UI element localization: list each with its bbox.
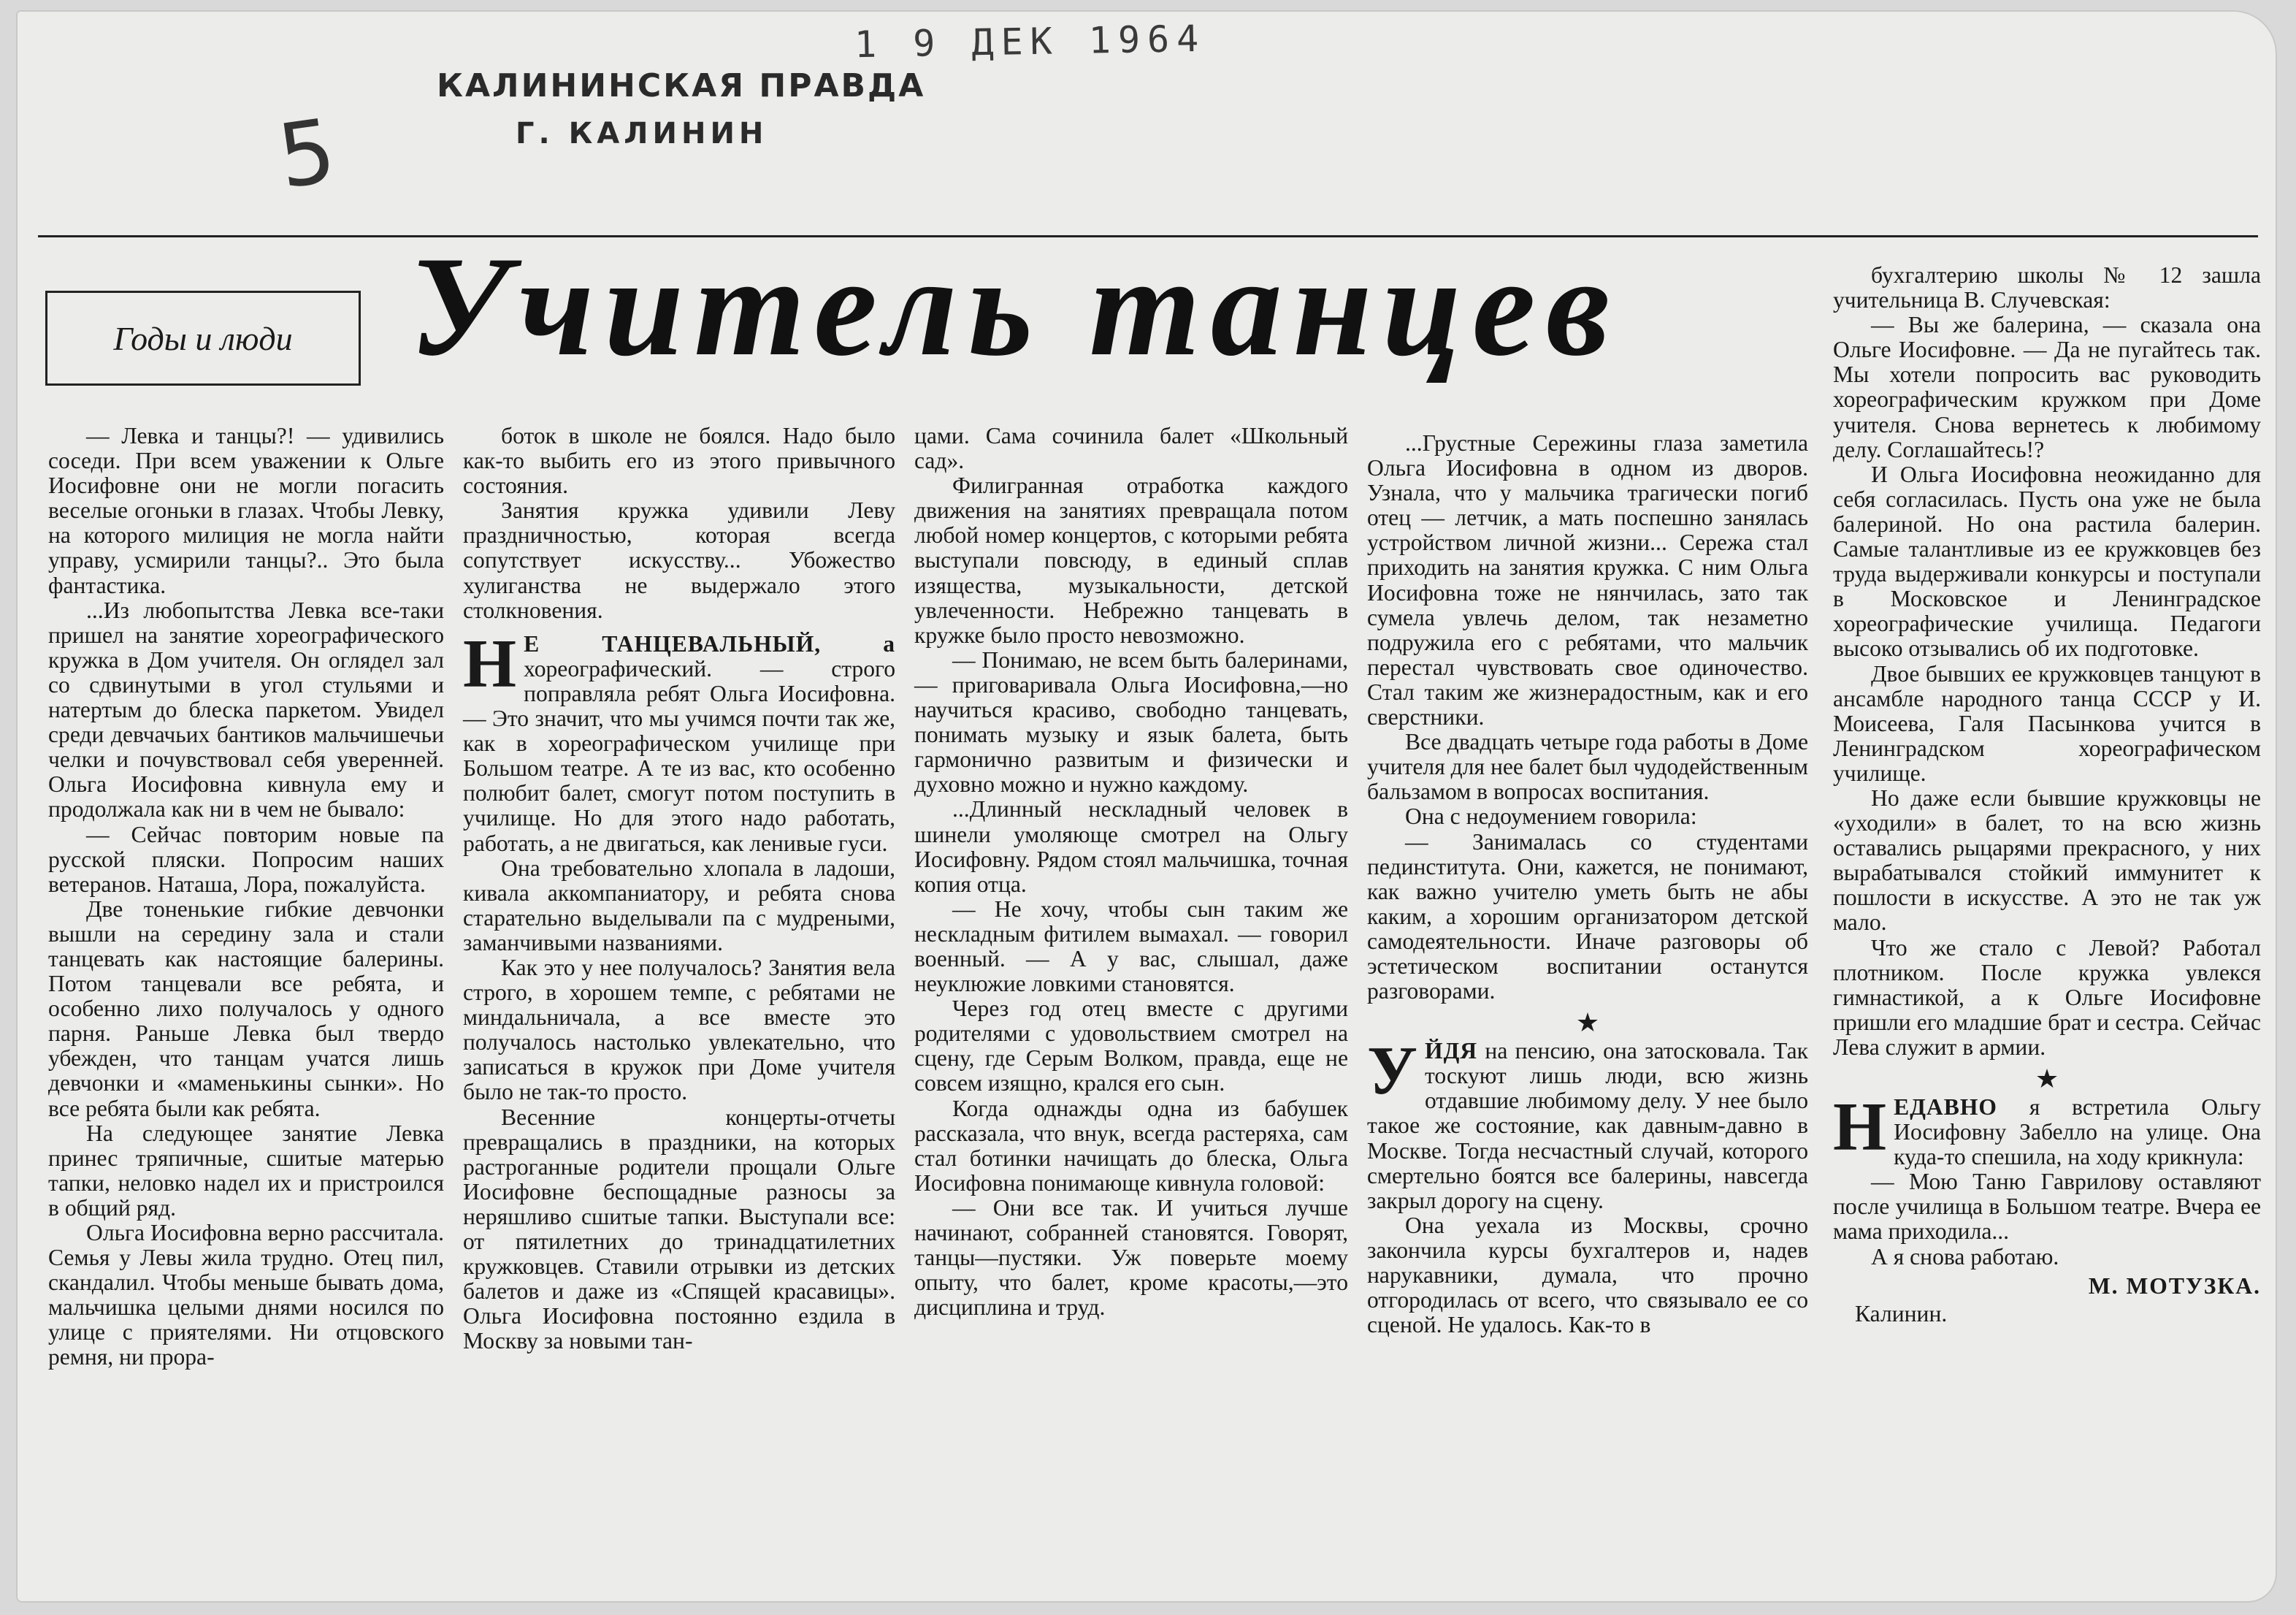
drop-cap: Н	[1833, 1089, 1887, 1165]
paragraph: Она с недоумением говорила:	[1405, 803, 1697, 830]
paragraph: Ольга Иосифовна верно рассчитала. Семья у Левы жила трудно. Отец пил, скандалил. Чтобы меньше бывать дома, мальчишка целыми днями носился по улице с приятелями. Ни отцовского ремня, ни прора-	[48, 1220, 444, 1370]
paragraph: — Вы же балерина, — сказала она Ольге Иосифовне. — Да не пугайтесь так. Мы хотели попросить вас руководить хореографическим кружком при Доме учителя. Снова вернетесь к любимому делу. Соглашайтесь!?	[1833, 312, 2261, 462]
paragraph: — Сейчас повторим новые па русской пляски. Попросим наших ветеранов. Наташа, Лора, пожалуйста.	[48, 821, 444, 897]
paragraph: Как это у нее получалось? Занятия вела строго, в хорошем темпе, с ребятами не миндальничала, а все вместе это получалось настолько увлекательно, что записаться в кружок при Доме учителя было не так-то просто.	[463, 954, 895, 1105]
drop-cap: Н	[463, 625, 517, 702]
paragraph: на пенсию, она затосковала. Так тоскуют лишь люди, всю жизнь отдавшие любимому делу. У нее было такое же состояние, как давным-давно в Москве. Тогда несчастный случай, которого смертельно боятся все балерины, навсегда закрыл дорогу на сцену.	[1367, 1038, 1808, 1213]
rubric-label: Годы и люди	[113, 319, 293, 357]
drop-cap: У	[1367, 1033, 1417, 1110]
paragraph: Она уехала из Москвы, срочно закончила курсы бухгалтеров и, надев нарукавники, думала, что прочно отгородилась от всего, что связывало ее со сценой. Не удалось. Как-то в	[1367, 1212, 1808, 1338]
paragraph: А я снова работаю.	[1871, 1243, 2059, 1270]
paragraph: И Ольга Иосифовна неожиданно для себя согласилась. Пусть она уже не была балериной. Но она растила балерин. Самые талантливые из ее кружковцев без труда выдерживали конкурсы и поступали в Московское и Ленинградское хореографические училища. Педагоги высоко отзывались об их подготовке.	[1833, 461, 2261, 662]
paragraph: Весенние концерты-отчеты превращались в праздники, на которых растроганные родители прощали Ольге Иосифовне беспощадные разносы за неряшливо сшитые тапки. Выступали все: от пятилетних до тринадцатилетних кружковцев. Ставили отрывки из детских балетов и даже из «Спящей красавицы». Ольга Иосифовна постоянно ездила в Москву за новыми тан-	[463, 1104, 895, 1354]
paragraph: — Мою Таню Гаврилову оставляют после училища в Большом театре. Вчера ее мама приходила...	[1833, 1169, 2261, 1245]
paragraph: Когда однажды одна из бабушек рассказала, что внук, всегда растеряха, сам стал ботинки начищать до блеска, Ольга Иосифовна понимающе кивнула головой:	[914, 1095, 1348, 1196]
paragraph: боток в школе не боялся. Надо было как-то выбить его из этого привычного состояния.	[463, 423, 895, 499]
caps-lead: Е ТАНЦЕВАЛЬНЫЙ, а	[524, 630, 895, 657]
article-column-1	[48, 424, 444, 1370]
paragraph: Занятия кружка удивили Леву праздничностью, которая всегда сопутствует искусству... Убожество хулиганства не выдержало этого столкновения.	[463, 497, 895, 623]
paragraph: бухгалтерию школы № 12 зашла учительница В. Случевская:	[1833, 262, 2261, 313]
date-stamp: 1 9 ДЕК 1964	[854, 17, 1206, 66]
article-column-3	[914, 424, 1348, 1320]
city-stamp: Г. КАЛИНИН	[516, 117, 768, 150]
section-opening	[1367, 1033, 1808, 1213]
article-column-2	[463, 424, 895, 1354]
paragraph: Все двадцать четыре года работы в Доме учителя для нее балет был чудодейственным бальзамом в вопросах воспитания.	[1367, 729, 1808, 805]
paragraph: — Они все так. И учиться лучше начинают, собранней становятся. Говорят, танцы—пустяки. Уж поверьте моему опыту, что балет, кроме красоты,—это дисциплина и труд.	[914, 1194, 1348, 1321]
paragraph: Но даже если бывшие кружковцы не «уходили» в балет, то на всю жизнь оставались рыцарями прекрасного, у них вырабатывался стойкий иммунитет к пошлости в искусстве. А это не так уж мало.	[1833, 784, 2261, 936]
paragraph: ...Из любопытства Левка все-таки пришел на занятие хореографического кружка в Дом учителя. Он оглядел зал со сдвинутыми в угол стульями и натертым до блеска паркетом. Увидел среди девчачьих бантиков мальчишечьи челки и почувствовал себя уверенней. Ольга Иосифовна кивнула ему и продолжала как ни в чем не бывало:	[48, 597, 444, 822]
paragraph: Двое бывших ее кружковцев танцуют в ансамбле народного танца СССР у И. Моисеева, Галя Пасынкова учится в Ленинградском хореографическом училище.	[1833, 660, 2261, 786]
paragraph: ...Длинный нескладный человек в шинели умоляюще смотрел на Ольгу Иосифовну. Рядом стоял мальчишка, точная копия отца.	[914, 796, 1348, 897]
paragraph: Что же стало с Левой? Работал плотником. После кружка увлекся гимнастикой, а к Ольге Иосифовне пришли его младшие брат и сестра. Сейчас Лева служит в армии.	[1833, 934, 2261, 1060]
newspaper-name-stamp: КАЛИНИНСКАЯ ПРАВДА	[437, 67, 926, 104]
paragraph: Она требовательно хлопала в ладоши, кивала аккомпаниатору, и ребята снова старательно выделывали па с мудреными, заманчивыми названиями.	[463, 855, 895, 955]
paragraph: На следующее занятие Левка принес тряпичные, сшитые матерью тапки, неловко надел их и пристроился в общий ряд.	[48, 1120, 444, 1221]
section-opening	[463, 625, 895, 856]
article-column-4	[1367, 431, 1808, 1337]
handwritten-number: 5	[272, 100, 342, 209]
paragraph: Две тоненькие гибкие девчонки вышли на середину зала и стали танцевать как настоящие балерины. Потом танцевали все ребята, и особенно лихо получалось у одного парня. Раньше Левка был твердо убежден, что танцам учатся лишь девчонки и «маменькины сынки». Но все ребята были как ребята.	[48, 896, 444, 1121]
paragraph: — Не хочу, чтобы сын таким же нескладным фитилем вымахал. — говорил военный. — А у вас, слышал, даже неуклюжие ловкими становятся.	[914, 896, 1348, 997]
rubric-box	[45, 291, 361, 386]
paragraph: Филигранная отработка каждого движения на занятиях превращала потом любой номер концертов, с которыми ребята выступали повсюду, в единый сплав изящества, музыкальности, детской увлеченности. Небрежно танцевать в кружке было просто невозможно.	[914, 473, 1348, 648]
star-separator-icon: ★	[2035, 1064, 2059, 1093]
paragraph: Через год отец вместе с другими родителями с удовольствием смотрел на сцену, где Серым Волком, правда, еще не совсем изящно, крался его сын.	[914, 996, 1348, 1096]
paragraph: ...Грустные Сережины глаза заметила Ольга Иосифовна в одном из дворов. Узнала, что у мальчика трагически погиб отец — летчик, а мать поспешно занялась устройством личной жизни... Сережа стал приходить на занятия кружка. С ним Ольга Иосифовна тоже не нянчилась, зато так сумела увлечь делом, так незаметно подружила его с ребятами, что мальчик перестал чувствовать свое одиночество. Стал таким же жизнерадостным, как и его сверстники.	[1367, 430, 1808, 730]
article-headline: Учитель танцев	[409, 227, 1620, 386]
dateline-place: Калинин.	[1855, 1300, 1948, 1326]
caps-lead: ЙДЯ	[1425, 1038, 1478, 1064]
article-column-5	[1833, 263, 2261, 1326]
caps-lead: ЕДАВНО	[1894, 1094, 1997, 1120]
paragraph: я встретила Ольгу Иосифовну Забелло на улице. Она куда-то спешила, на ходу крикнула:	[1894, 1094, 2261, 1170]
author-signature: М. МОТУЗКА.	[2088, 1272, 2261, 1299]
paragraph: — Понимаю, не всем быть балеринами, — приговаривала Ольга Иосифовна,—но научиться красиво, свободно танцевать, понимать музыку и язык балета, быть гармонично развитым и физически и духовно можно и нужно каждому.	[914, 646, 1348, 798]
paragraph: — Левка и танцы?! — удивились соседи. При всем уважении к Ольге Иосифовне они не могли погасить веселые огоньки в глазах. Чтобы Левку, на которого милиция не могла найти управу, усмирили танцы?.. Это была фантастика.	[48, 423, 444, 598]
paragraph: — Занималась со студентами пединститута. Они, кажется, не понимают, как важно учителю уметь быть не абы каким, а хорошим организатором детской самодеятельности. Иначе разговоры об эстетическом воспитании останутся разговорами.	[1367, 828, 1808, 1004]
paragraph: цами. Сама сочинила балет «Школьный сад».	[914, 423, 1348, 474]
section-opening	[1833, 1089, 2261, 1170]
star-separator-icon: ★	[1575, 1008, 1600, 1038]
paragraph: хореографический. — строго поправляла ребят Ольга Иосифовна. — Это значит, что мы учимся почти так же, как в хореографическом училище при Большом театре. А те из вас, кто особенно полюбит балет, смогут потом поступить в училище. Но для этого надо работать, работать, а не двигаться, как ленивые гуси.	[463, 655, 895, 856]
